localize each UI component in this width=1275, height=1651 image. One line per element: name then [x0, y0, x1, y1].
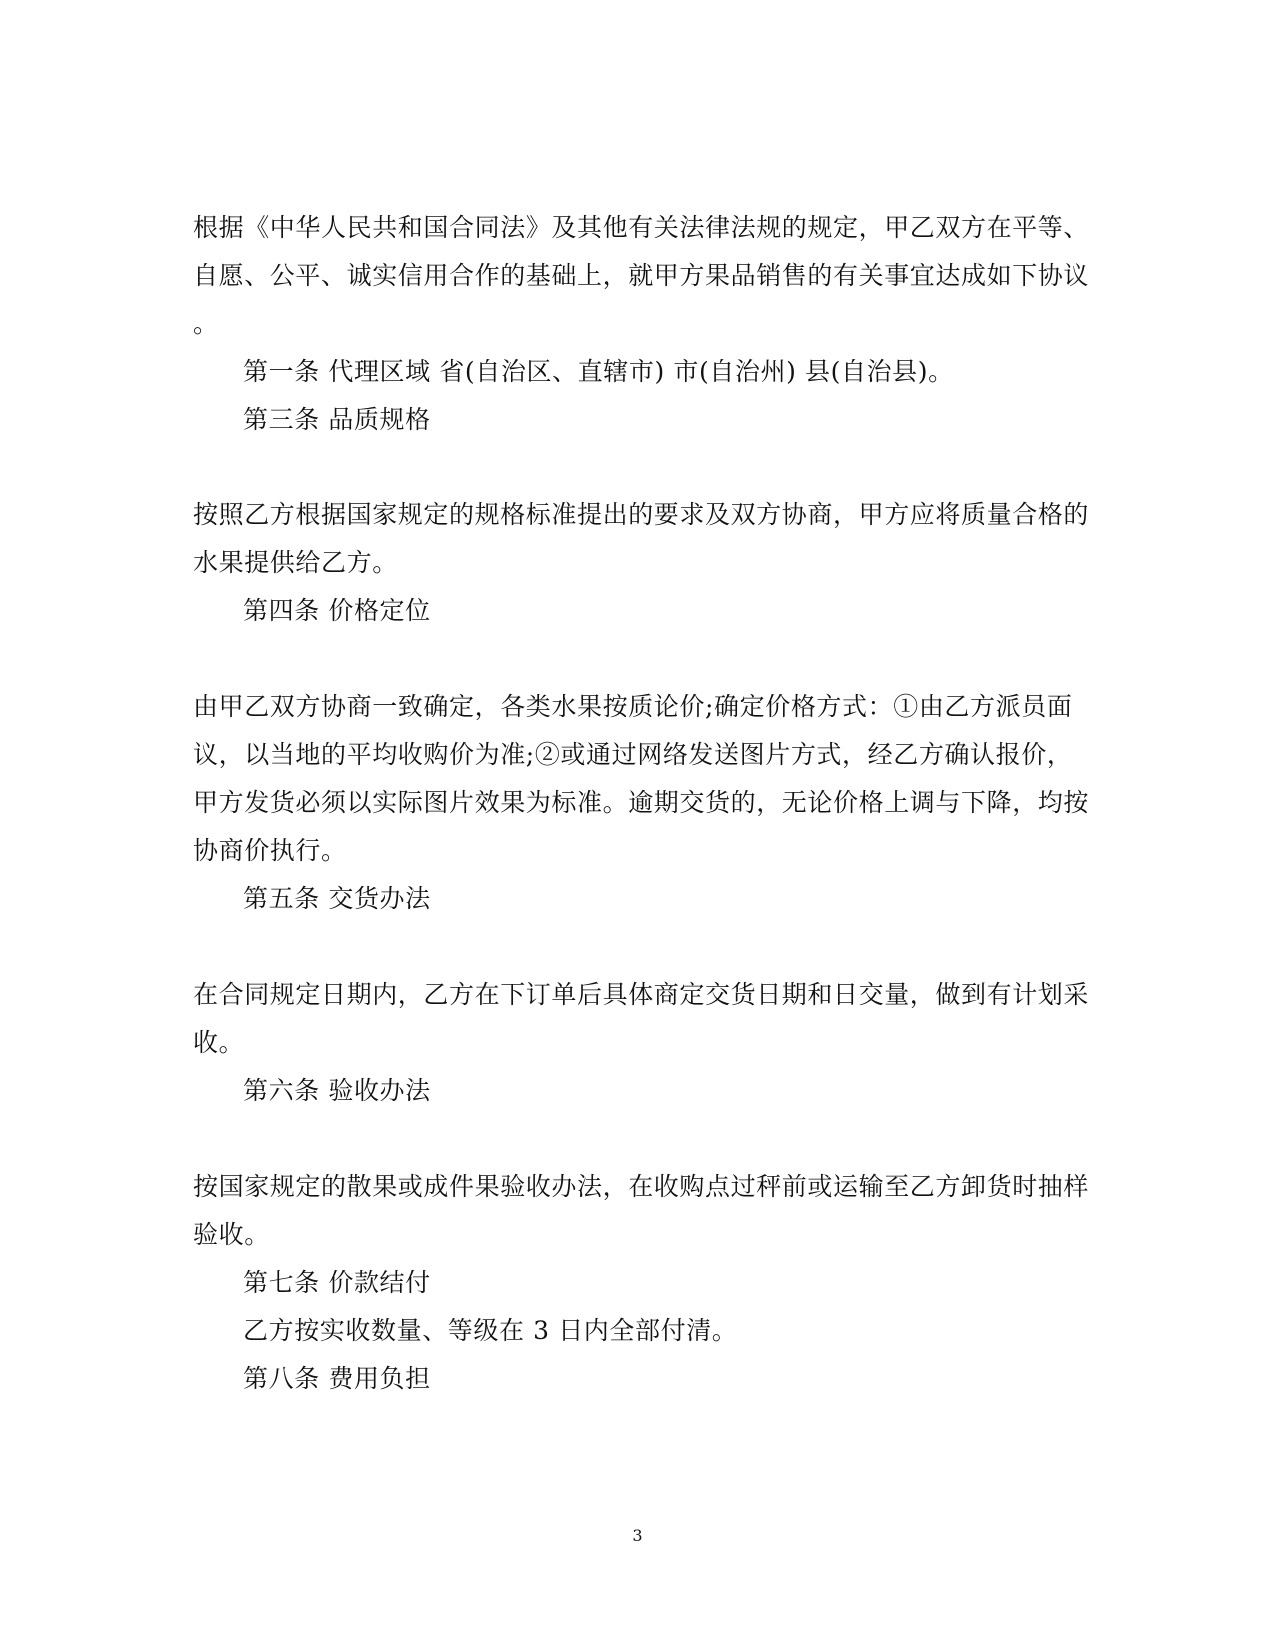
article-3-line-2: 水果提供给乙方。: [193, 548, 398, 577]
article-7-line-1: 乙方按实收数量、等级在 3 日内全部付清。: [243, 1316, 738, 1345]
article-6-line-2: 验收。: [193, 1220, 270, 1249]
article-1-text: 第一条 代理区域 省(自治区、直辖市) 市(自治州) 县(自治县)。: [243, 357, 954, 386]
intro-line-1: 根据《中华人民共和国合同法》及其他有关法律法规的规定，甲乙双方在平等、: [193, 213, 1090, 242]
article-7-heading: 第七条 价款结付: [243, 1268, 431, 1297]
article-4-heading: 第四条 价格定位: [243, 596, 431, 625]
article-8-heading: 第八条 费用负担: [243, 1364, 431, 1393]
article-3-line-1: 按照乙方根据国家规定的规格标准提出的要求及双方协商，甲方应将质量合格的: [193, 500, 1090, 529]
article-5-line-1: 在合同规定日期内，乙方在下订单后具体商定交货日期和日交量，做到有计划采: [193, 980, 1090, 1009]
article-3-heading: 第三条 品质规格: [243, 405, 431, 434]
article-4-line-3: 甲方发货必须以实际图片效果为标准。逾期交货的，无论价格上调与下降，均按: [193, 788, 1090, 817]
article-4-line-2: 议，以当地的平均收购价为准;②或通过网络发送图片方式，经乙方确认报价，: [193, 740, 1073, 769]
page-number: 3: [632, 1526, 643, 1545]
intro-line-3: 。: [193, 309, 219, 338]
article-6-heading: 第六条 验收办法: [243, 1076, 431, 1105]
article-5-line-2: 收。: [193, 1028, 245, 1057]
article-4-line-4: 协商价执行。: [193, 836, 347, 865]
intro-line-2: 自愿、公平、诚实信用合作的基础上，就甲方果品销售的有关事宜达成如下协议: [193, 261, 1090, 290]
article-6-line-1: 按国家规定的散果或成件果验收办法，在收购点过秤前或运输至乙方卸货时抽样: [193, 1172, 1090, 1201]
article-5-heading: 第五条 交货办法: [243, 884, 431, 913]
article-4-line-1: 由甲乙双方协商一致确定，各类水果按质论价;确定价格方式：①由乙方派员面: [193, 692, 1073, 721]
